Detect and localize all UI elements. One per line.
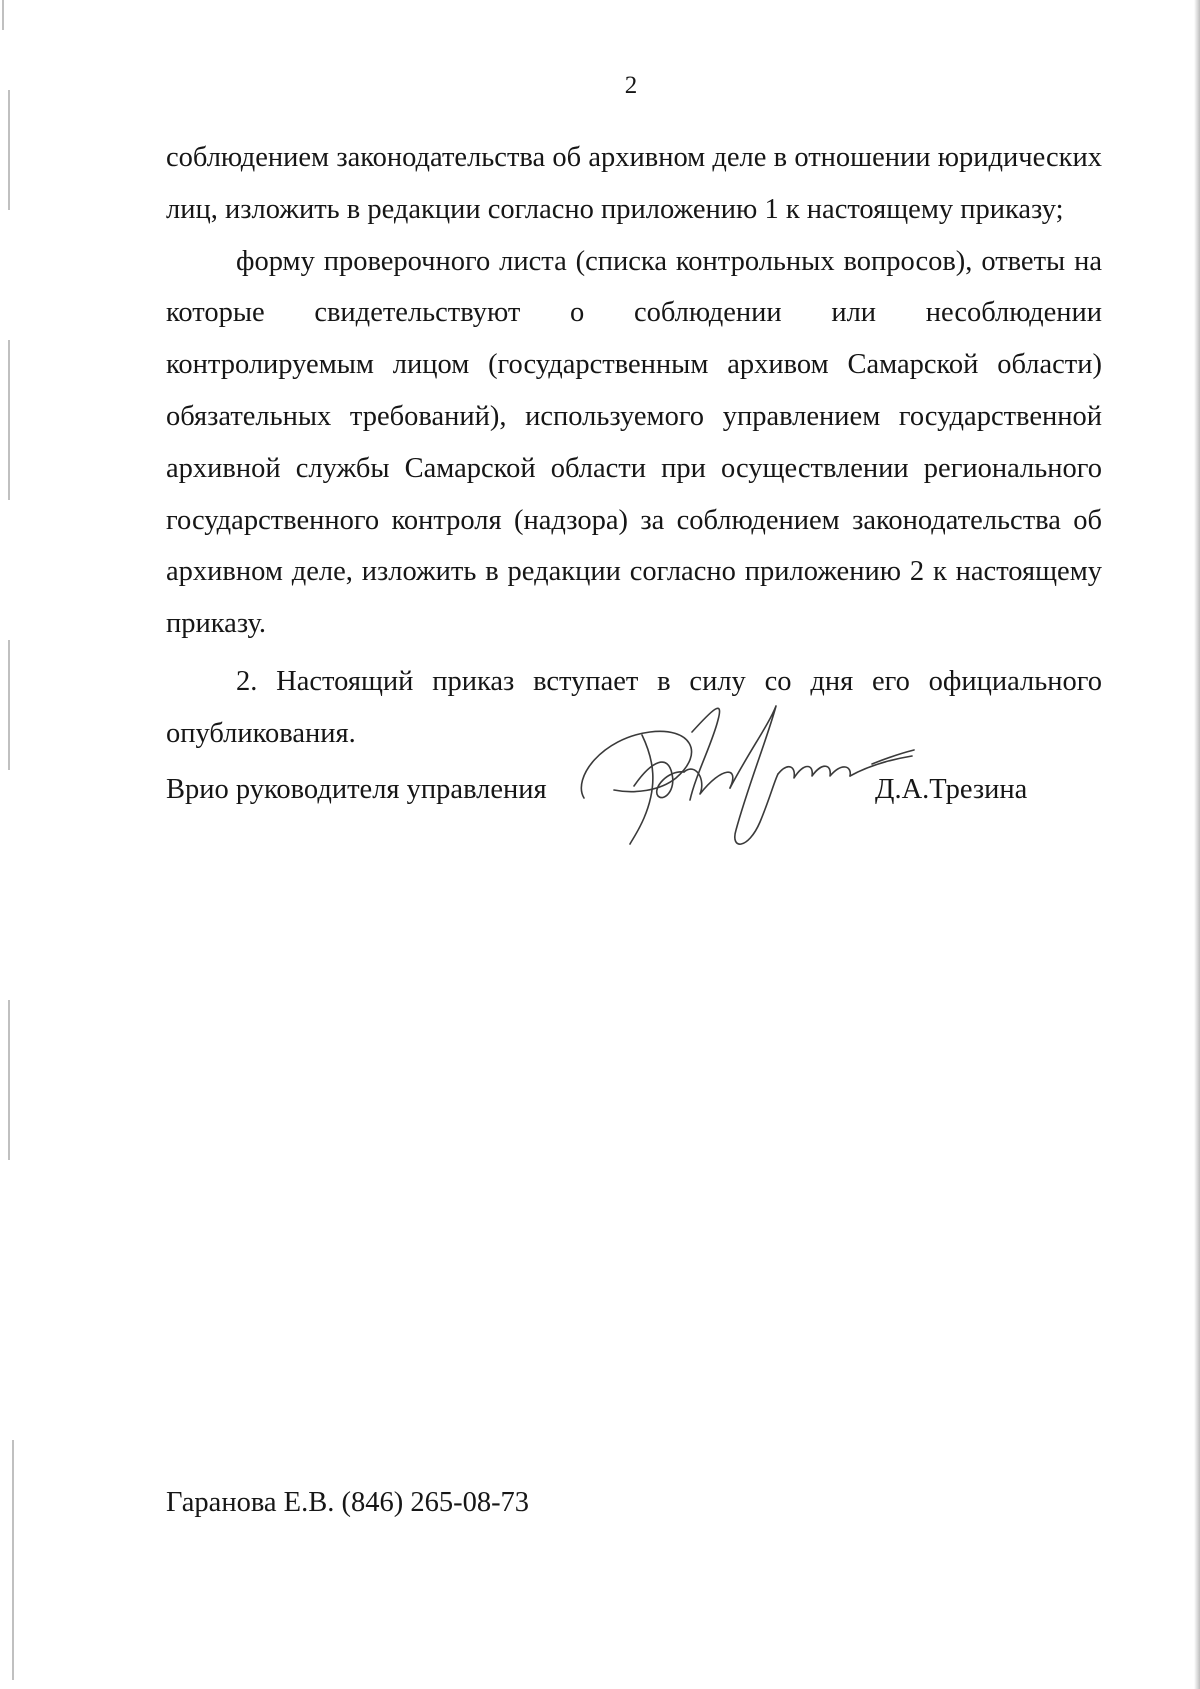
scan-artifact-left-edge (12, 1440, 14, 1680)
paragraph-effective-date: 2. Настоящий приказ вступает в силу со дня его официального опубликования. (166, 665, 1102, 749)
paragraph-continuation: соблюдением законодательства об архивном деле в отношении юридических лиц, изложить в редакции согласно приложению 1 к настоящему приказу; (166, 142, 1102, 225)
page-number: 2 (624, 72, 638, 99)
handwritten-signature (572, 690, 952, 860)
paragraph-checklist-form: форму проверочного листа (списка контрольных вопросов), ответы на которые свидетельствуют о соблюдении или несоблюдении контролируемым лицом (государственным архивом Самарской области) обязательных требований), используемого управлением государственной архивной службы Самарской области при осуществлении регионального государственного контроля (надзора) за соблюдением законодательства об архивном деле, изложить в редакции согласно приложению 2 к настоящему приказу. (166, 245, 1102, 640)
scan-artifact-right-edge (1194, 0, 1200, 1689)
document-body (166, 132, 1102, 760)
signer-name: Д.А.Трезина (875, 774, 1028, 805)
scan-artifact-left-edge (8, 340, 10, 500)
scan-artifact-left-edge (2, 0, 4, 30)
scan-artifact-left-edge (8, 1000, 10, 1160)
scan-artifact-left-edge (8, 90, 10, 210)
scan-artifact-left-edge (8, 640, 10, 770)
executor-contact-line: Гаранова Е.В. (846) 265-08-73 (166, 1487, 530, 1518)
signer-position-title: Врио руководителя управления (166, 774, 547, 805)
